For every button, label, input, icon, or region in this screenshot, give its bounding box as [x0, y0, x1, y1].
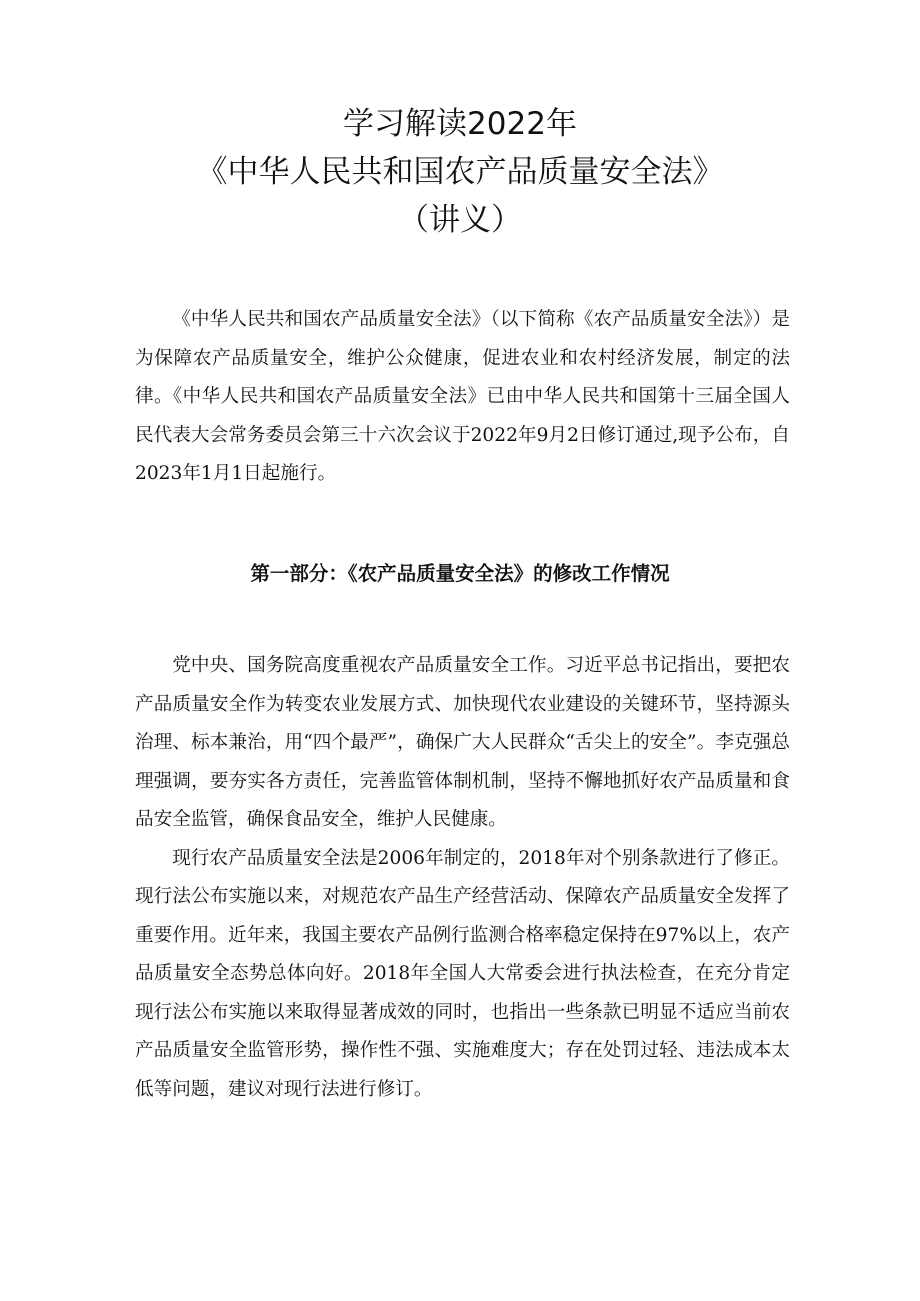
document-title [0, 100, 920, 244]
section-body [135, 647, 790, 1109]
title-line-3: （讲义） [398, 202, 522, 238]
intro-section [135, 301, 790, 494]
intro-paragraph: 《中华人民共和国农产品质量安全法》（以下简称《农产品质量安全法》）是为保障农产品质量安全，维护公众健康，促进农业和农村经济发展，制定的法律。《中华人民共和国农产品质量安全法》已由中华人民共和国第十三届全国人民代表大会常务委员会第三十六次会议于2022年9月2日修订通过,现予公布，自2023年1月1日起施行。 [135, 309, 790, 484]
section-heading: 第一部分：《农产品质量安全法》的修改工作情况 [250, 562, 670, 585]
title-line-1: 学习解读2022年 [343, 106, 577, 142]
section-paragraph-1: 党中央、国务院高度重视农产品质量安全工作。习近平总书记指出，要把农产品质量安全作为转变农业发展方式、加快现代农业建设的关键环节，坚持源头治理、标本兼治，用“四个最严”，确保广大人民群众“舌尖上的安全”。李克强总理强调，要夯实各方责任，完善监管体制机制，坚持不懈地抓好农产品质量和食品安全监管，确保食品安全，维护人民健康。 [135, 655, 790, 830]
title-line-2: 《中华人民共和国农产品质量安全法》 [196, 154, 724, 190]
section-paragraph-2: 现行农产品质量安全法是2006年制定的，2018年对个别条款进行了修正。现行法公布实施以来，对规范农产品生产经营活动、保障农产品质量安全发挥了重要作用。近年来，我国主要农产品例行监测合格率稳定保持在97%以上，农产品质量安全态势总体向好。2018年全国人大常委会进行执法检查，在充分肯定现行法公布实施以来取得显著成效的同时，也指出一些条款已明显不适应当前农产品质量安全监管形势，操作性不强、实施难度大；存在处罚过轻、违法成本太低等问题，建议对现行法进行修订。 [135, 847, 790, 1100]
